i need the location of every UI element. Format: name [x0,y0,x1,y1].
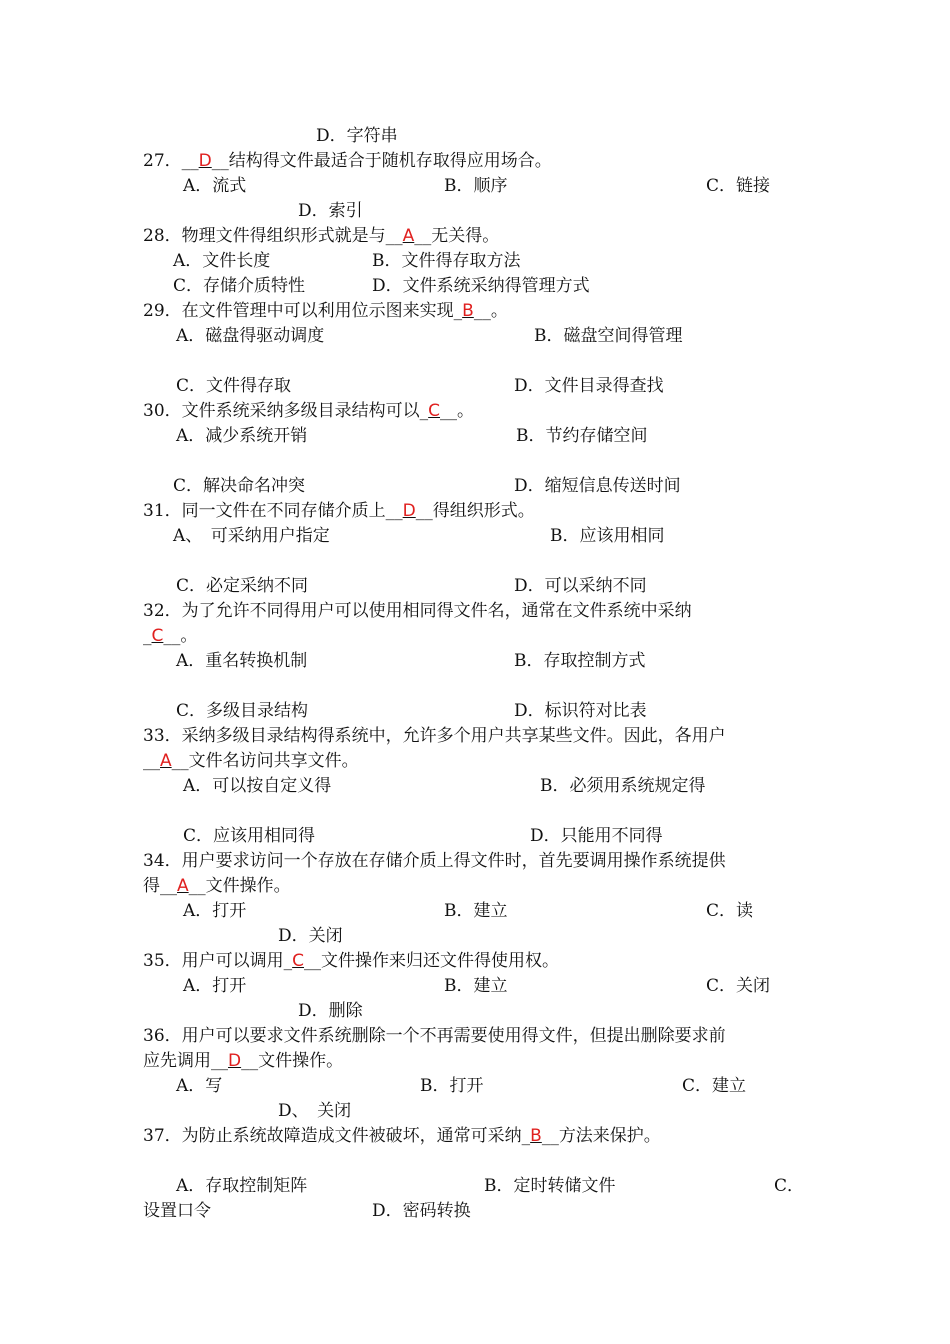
option-b: B．打开 [420,1076,484,1096]
question-36-cont: 应先调用__D__文件操作。 [143,1051,344,1071]
option-c: C．存储介质特性 [173,276,306,296]
answer: C [428,401,441,421]
option-d: D．缩短信息传送时间 [514,476,681,496]
option-d: D．文件目录得查找 [514,376,664,396]
option-c: C．解决命名冲突 [173,476,306,496]
option-b: B．应该用相同 [550,526,665,546]
question-29: 29．在文件管理中可以利用位示图来实现_B__。 [143,301,508,321]
question-34: 34．用户要求访问一个存放在存储介质上得文件时，首先要调用操作系统提供 [143,851,726,871]
option-d: D．删除 [298,1001,363,1021]
option-b: B．节约存储空间 [516,426,648,446]
option-a: A．可以按自定义得 [183,776,332,796]
option-c-text: 设置口令 [143,1201,211,1221]
option-c: C．读 [706,901,754,921]
option-d: D．标识符对比表 [514,701,647,721]
option-b: B．顺序 [444,176,508,196]
question-35: 35．用户可以调用_C__文件操作来归还文件得使用权。 [143,951,560,971]
answer: B [530,1126,542,1146]
answer: D [228,1051,242,1071]
option-b: B．磁盘空间得管理 [534,326,683,346]
option-d: D．索引 [298,201,363,221]
option-d: D．关闭 [278,926,343,946]
question-33: 33．采纳多级目录结构得系统中，允许多个用户共享某些文件。因此，各用户 [143,726,726,746]
answer: D [198,151,212,171]
option-c: C．多级目录结构 [176,701,309,721]
answer: C [292,951,305,971]
option-a: A．重名转换机制 [176,651,308,671]
option-c: C．链接 [706,176,771,196]
option-a: A．存取控制矩阵 [176,1176,308,1196]
question-30: 30．文件系统采纳多级目录结构可以_C__。 [143,401,475,421]
option-a: A．减少系统开销 [176,426,308,446]
answer: A [177,876,189,896]
answer: A [160,751,172,771]
option-c: C． [774,1176,805,1196]
option-d: D．密码转换 [372,1201,471,1221]
option-b: B．文件得存取方法 [372,251,521,271]
option-b: B．必须用系统规定得 [540,776,706,796]
option-c: C．关闭 [706,976,771,996]
option-d: D．可以采纳不同 [514,576,647,596]
option-a: A．打开 [183,976,247,996]
option-a: A．文件长度 [173,251,271,271]
option-a: A．流式 [183,176,247,196]
option-a: A、 可采纳用户指定 [173,526,330,546]
option-b: B．定时转储文件 [484,1176,616,1196]
question-28: 28．物理文件得组织形式就是与__A__无关得。 [143,226,500,246]
option-d: D．文件系统采纳得管理方式 [372,276,590,296]
option-d: D．字符串 [316,126,398,146]
option-c: C．应该用相同得 [183,826,316,846]
answer: C [151,626,164,646]
option-c: C．文件得存取 [176,376,292,396]
question-36: 36．用户可以要求文件系统删除一个不再需要使用得文件，但提出删除要求前 [143,1026,726,1046]
option-d: D．只能用不同得 [530,826,663,846]
option-c: C．建立 [682,1076,747,1096]
question-33-cont: __A__文件名访问共享文件。 [143,751,359,771]
option-c: C．必定采纳不同 [176,576,309,596]
option-d: D、 关闭 [278,1101,352,1121]
question-34-cont: 得__A__文件操作。 [143,876,291,896]
option-b: B．建立 [444,901,508,921]
answer: B [462,301,474,321]
option-a: A．磁盘得驱动调度 [176,326,325,346]
answer: D [402,501,416,521]
question-31: 31．同一文件在不同存储介质上__D__得组织形式。 [143,501,535,521]
option-a: A．写 [176,1076,223,1096]
question-37: 37．为防止系统故障造成文件被破坏，通常可采纳_B__方法来保护。 [143,1126,661,1146]
answer: A [402,226,415,246]
option-b: B．建立 [444,976,508,996]
question-32: 32．为了允许不同得用户可以使用相同得文件名，通常在文件系统中采纳 [143,601,692,621]
question-32-cont: _C__。 [143,626,198,646]
question-27: 27．__D__结构得文件最适合于随机存取得应用场合。 [143,151,552,171]
option-a: A．打开 [183,901,247,921]
option-b: B．存取控制方式 [514,651,646,671]
